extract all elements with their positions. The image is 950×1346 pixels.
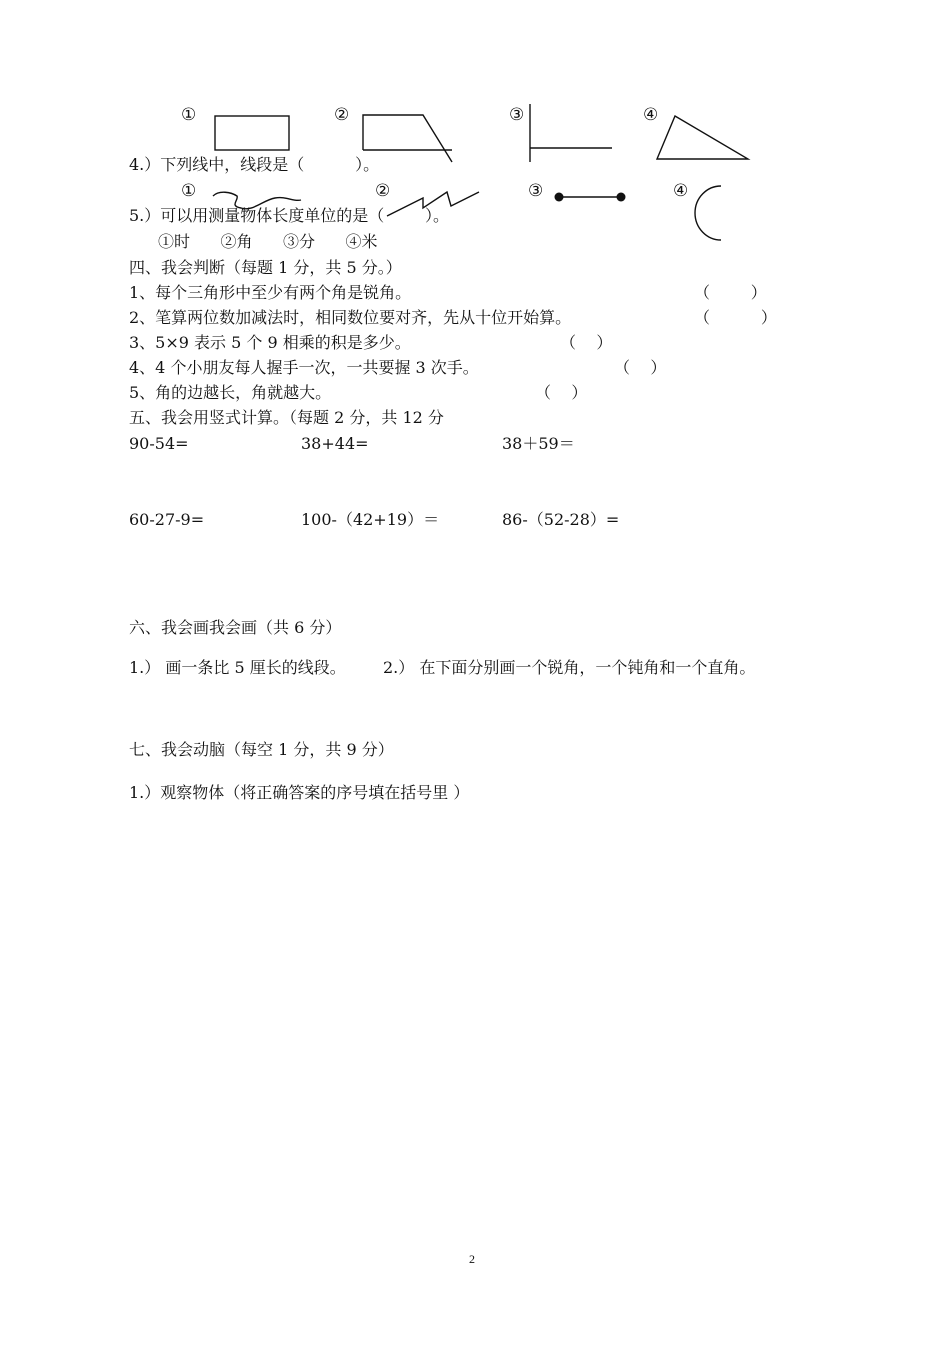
section-6-title: 六、我会画我会画（共 6 分）: [129, 618, 342, 637]
judge-item-1: 1、每个三角形中至少有两个角是锐角。: [129, 283, 412, 302]
calc-5: 100-（42+19）＝: [301, 510, 440, 529]
judge-paren-1[interactable]: （ ）: [694, 283, 767, 302]
question-5-text: 5.）可以用测量物体长度单位的是（ ）。: [129, 206, 449, 225]
section-4-title: 四、我会判断（每题 1 分，共 5 分。）: [129, 258, 402, 277]
q4-marker-2: ②: [375, 181, 391, 201]
section-5-title: 五、我会用竖式计算。（每题 2 分，共 12 分: [129, 408, 444, 427]
judge-paren-3[interactable]: （ ）: [560, 333, 613, 352]
observe-question-1: 1.）观察物体（将正确答案的序号填在括号里 ）: [129, 783, 470, 802]
segment-with-dots-icon: [553, 190, 629, 204]
q4-marker-1: ①: [181, 181, 197, 201]
draw-question-2: 2.） 在下面分别画一个锐角，一个钝角和一个直角。: [383, 658, 756, 677]
marker-2: ②: [334, 105, 350, 125]
calc-6: 86-（52-28）=: [502, 510, 620, 529]
section-7-title: 七、我会动脑（每空 1 分，共 9 分）: [129, 740, 394, 759]
question-4-text: 4.）下列线中，线段是（ ）。: [129, 155, 380, 174]
question-5-options: ①时 ②角 ③分 ④米: [158, 232, 378, 251]
judge-paren-5[interactable]: （ ）: [535, 383, 588, 402]
judge-item-5: 5、角的边越长，角就越大。: [129, 383, 332, 402]
rectangle-icon: [213, 114, 293, 154]
q4-marker-4: ④: [673, 181, 689, 201]
judge-paren-4[interactable]: （ ）: [614, 358, 667, 377]
page-number: 2: [469, 1252, 475, 1266]
calc-1: 90-54=: [129, 434, 189, 453]
draw-question-1: 1.） 画一条比 5 厘长的线段。: [129, 658, 346, 677]
q4-marker-3: ③: [528, 181, 544, 201]
judge-paren-2[interactable]: （ ）: [694, 308, 777, 327]
right-angle-icon: [526, 102, 618, 166]
triangle-icon: [654, 112, 754, 164]
marker-4: ④: [643, 105, 659, 125]
judge-item-4: 4、4 个小朋友每人握手一次，一共要握 3 次手。: [129, 358, 479, 377]
calc-2: 38+44=: [301, 434, 369, 453]
calc-4: 60-27-9=: [129, 510, 205, 529]
judge-item-2: 2、笔算两位数加减法时，相同数位要对齐，先从十位开始算。: [129, 308, 572, 327]
calc-3: 38＋59＝: [502, 434, 575, 453]
marker-3: ③: [509, 105, 525, 125]
arc-icon: [695, 182, 729, 244]
marker-1: ①: [181, 105, 197, 125]
judge-item-3: 3、5×9 表示 5 个 9 相乘的积是多少。: [129, 333, 411, 352]
